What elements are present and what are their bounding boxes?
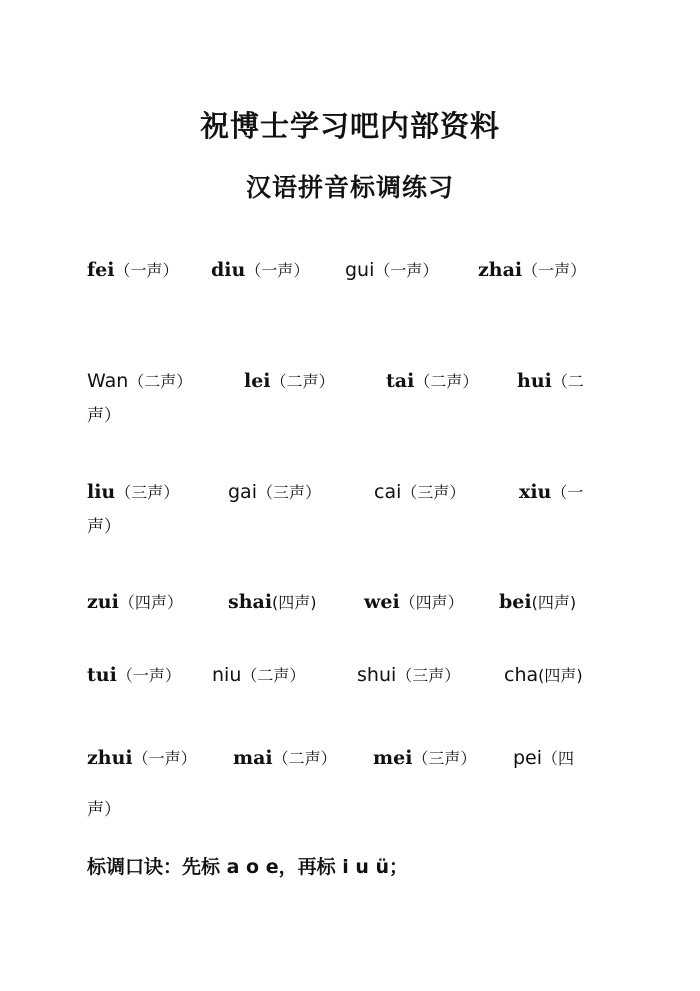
practice-item — [373, 746, 476, 769]
practice-item — [357, 663, 460, 686]
tone-label: (四声) — [531, 593, 577, 612]
practice-item — [212, 663, 305, 686]
pinyin: mai — [233, 747, 273, 769]
practice-item — [244, 369, 335, 392]
tone-label: （四声） — [399, 593, 464, 612]
practice-item — [211, 258, 309, 281]
practice-item — [519, 480, 583, 503]
tone-label: （一声） — [245, 261, 310, 280]
pinyin: lei — [244, 370, 271, 392]
pinyin: hui — [517, 370, 552, 392]
pinyin: wei — [364, 591, 400, 613]
practice-item — [513, 746, 574, 769]
practice-item — [228, 480, 321, 503]
practice-item — [87, 663, 181, 686]
practice-item — [87, 369, 192, 392]
tone-label: （四声） — [118, 593, 183, 612]
tone-label: （一声） — [522, 261, 587, 280]
practice-item — [386, 369, 478, 392]
practice-item — [478, 258, 586, 281]
pinyin: tai — [386, 370, 415, 392]
tone-label: （一声） — [116, 666, 181, 685]
practice-item — [87, 258, 179, 281]
pinyin: zhui — [87, 747, 133, 769]
tone-label: (四声) — [272, 593, 317, 612]
pinyin: zui — [87, 591, 119, 613]
line-continuation: 声） — [87, 517, 121, 537]
practice-item — [364, 590, 464, 613]
tone-label: （三声） — [115, 483, 180, 502]
pinyin: shui — [357, 664, 397, 686]
practice-item — [517, 369, 584, 392]
tone-label: （二声） — [270, 372, 335, 391]
page-title: 祝博士学习吧内部资料 — [199, 109, 500, 143]
practice-item — [233, 746, 337, 769]
practice-item — [499, 590, 576, 613]
practice-item — [374, 480, 465, 503]
tone-label: （四 — [542, 749, 575, 768]
practice-item — [87, 480, 179, 503]
pinyin: tui — [87, 664, 117, 686]
pinyin: Wan — [87, 370, 129, 392]
tone-label: （二 — [551, 372, 584, 391]
pinyin: cha — [504, 664, 539, 686]
tone-label: （一声） — [132, 749, 197, 768]
pinyin: mei — [373, 747, 413, 769]
tone-label: （一 — [551, 483, 584, 502]
pinyin: liu — [87, 481, 116, 503]
tone-label: （二声） — [241, 666, 306, 685]
pinyin: cai — [374, 481, 402, 503]
tone-label: （二声） — [272, 749, 337, 768]
pinyin: xiu — [519, 481, 552, 503]
line-continuation: 声） — [87, 406, 121, 426]
practice-item — [87, 746, 197, 769]
tone-label: （三声） — [401, 483, 466, 502]
tone-label: (四声) — [538, 666, 583, 685]
pinyin: gui — [345, 259, 375, 281]
pinyin: gai — [228, 481, 257, 503]
tone-label: （三声） — [256, 483, 321, 502]
practice-item — [228, 590, 317, 613]
pinyin: shai — [228, 591, 273, 613]
tone-label: （三声） — [396, 666, 461, 685]
tone-label: （一声） — [374, 261, 439, 280]
pinyin: fei — [87, 259, 115, 281]
page-subtitle: 汉语拼音标调练习 — [245, 173, 454, 202]
practice-item — [87, 590, 183, 613]
tone-label: （三声） — [412, 749, 477, 768]
tone-label: （二声） — [414, 372, 479, 391]
pinyin: niu — [212, 664, 242, 686]
practice-item — [345, 258, 438, 281]
pinyin: pei — [513, 747, 543, 769]
line-continuation: 声） — [87, 800, 121, 820]
pinyin: bei — [499, 591, 532, 613]
tone-mnemonic: 标调口诀：先标 a o e，再标 i u ü； — [87, 856, 409, 878]
practice-item — [504, 663, 583, 686]
tone-label: （一声） — [114, 261, 179, 280]
tone-label: （二声） — [128, 372, 193, 391]
pinyin: zhai — [478, 259, 523, 281]
pinyin: diu — [211, 259, 246, 281]
